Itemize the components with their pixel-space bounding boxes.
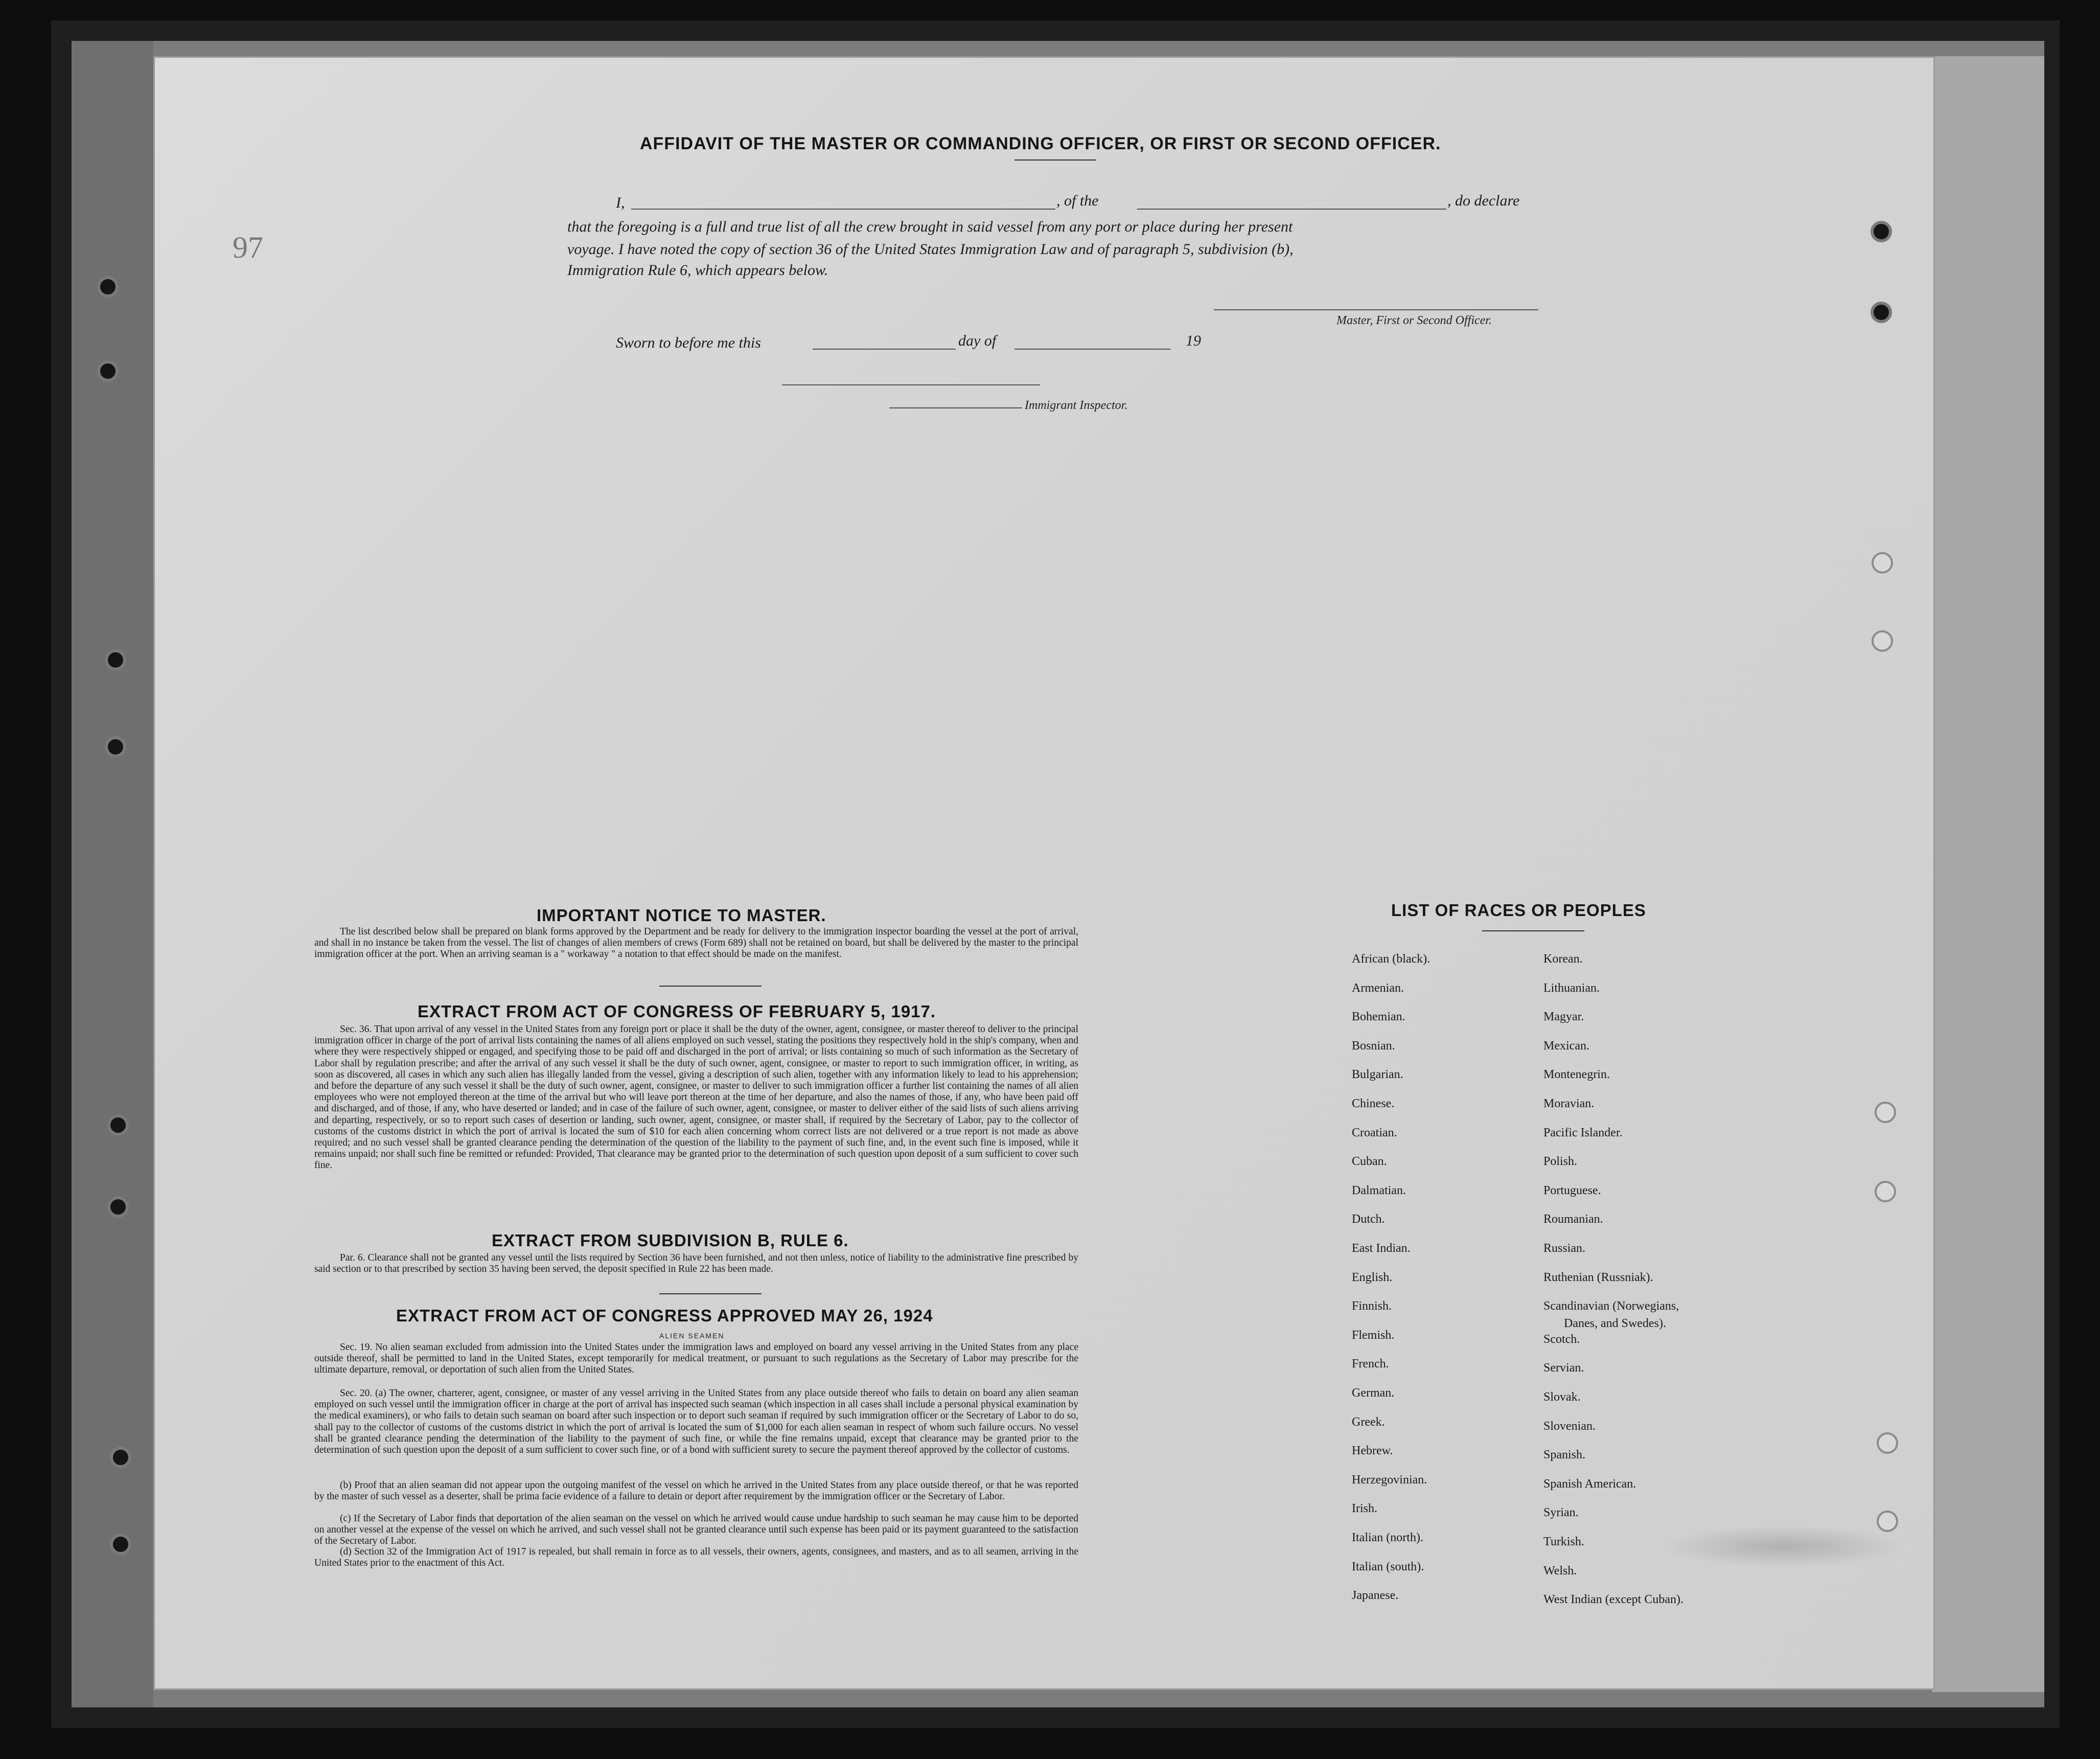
extract-rule6-body: Par. 6. Clearance shall not be granted any vessel until the lists required by Section 36 have been furnished, and not then unless, notice of liability to the administrative fine prescribed by said section or to that prescribed by section 35 having been served, the deposit specified in Rule 22 has been made. (314, 1252, 1078, 1275)
sworn-month-blank[interactable] (1014, 349, 1170, 350)
extract-1924-title: EXTRACT FROM ACT OF CONGRESS APPROVED MAY 26, 1924 (396, 1306, 933, 1325)
binder-hole (1872, 552, 1893, 574)
race-item: Montenegrin. (1543, 1068, 1610, 1082)
declarant-name-blank[interactable] (631, 209, 1055, 210)
extract-1917-rule (659, 986, 761, 987)
race-item: Bohemian. (1352, 1010, 1405, 1024)
sworn-prefix: Sworn to before me this (616, 334, 761, 351)
affidavit-title-rule (1014, 159, 1096, 161)
race-item: Finnish. (1352, 1299, 1392, 1313)
binder-hole (107, 1114, 129, 1136)
binder-hole (1872, 630, 1893, 652)
race-item: Hebrew. (1352, 1444, 1393, 1458)
race-item: Dalmatian. (1352, 1183, 1406, 1197)
race-item: Slovak. (1543, 1390, 1581, 1404)
race-item: Scotch. (1543, 1332, 1580, 1346)
extract-1924-subtitle: ALIEN SEAMEN (659, 1332, 725, 1340)
race-item: Bosnian. (1352, 1039, 1395, 1053)
race-item: Irish. (1352, 1502, 1377, 1516)
binder-hole (1871, 302, 1892, 323)
binder-hole (110, 1534, 131, 1555)
race-item: African (black). (1352, 952, 1430, 966)
officer-signature-line[interactable] (1214, 309, 1538, 310)
race-item: Greek. (1352, 1415, 1385, 1429)
extract-1924-sec19: Sec. 19. No alien seaman excluded from admission into the United States under the immigration laws and employed on board any vessel arriving in the United States from any place outside thereof, shall be permitted to land in the United States, except temporarily for medical treatment, or pursuant to such regulations as the Secretary of Labor may prescribe for the ultimate departure, removal, or deportation of such alien from the United States. (314, 1342, 1078, 1376)
race-item: Moravian. (1543, 1097, 1595, 1110)
handwriting-mark (1661, 1526, 1906, 1567)
binder-hole (105, 649, 126, 671)
races-title: LIST OF RACES OR PEOPLES (1391, 901, 1646, 920)
race-item: East Indian. (1352, 1242, 1411, 1255)
race-item: Cuban. (1352, 1155, 1387, 1169)
race-item: Welsh. (1543, 1564, 1577, 1578)
race-item: Scandinavian (Norwegians, (1543, 1299, 1679, 1313)
race-item: Syrian. (1543, 1506, 1579, 1520)
extract-1924-sec20b: (b) Proof that an alien seaman did not appear upon the outgoing manifest of the vessel on which he arrived in the United States from any place outside thereof, or that he was reported by the master of such vessel as a deserter, shall be prima facie evidence of a failure to detain or deport after requirement by the immigration officer or the Secretary of Labor. (314, 1480, 1078, 1502)
underlying-sheet-inner (1932, 56, 2044, 1692)
affidavit-line-1-prefix: I, (616, 194, 625, 211)
extract-rule6-title: EXTRACT FROM SUBDIVISION B, RULE 6. (492, 1231, 849, 1250)
affidavit-line-4: Immigration Rule 6, which appears below. (567, 262, 828, 279)
race-item: Chinese. (1352, 1097, 1395, 1110)
race-item: Polish. (1543, 1155, 1578, 1169)
binder-hole (1871, 221, 1892, 242)
race-item: Herzegovinian. (1352, 1473, 1427, 1487)
affidavit-title: AFFIDAVIT OF THE MASTER OR COMMANDING OFFICER, OR FIRST OR SECOND OFFICER. (640, 134, 1441, 153)
binder-hole (110, 1447, 131, 1468)
sworn-day-of: day of (958, 332, 997, 349)
race-item: Magyar. (1543, 1010, 1584, 1024)
extract-1924-sec20c: (c) If the Secretary of Labor finds that deportation of the alien seaman on the vessel on which he arrived would cause undue hardship to such seaman he may cause him to be deported on another vessel at the expense of the vessel on which he arrived, and such vessel shall not be granted clearance until such expense has been paid or its payment guaranteed to the satisfaction of the Secretary of Labor. (314, 1513, 1078, 1547)
race-item: German. (1352, 1386, 1395, 1400)
race-item: Korean. (1543, 952, 1583, 966)
margin-page-number: 97 (233, 231, 263, 264)
inspector-signature-caption: Immigrant Inspector. (1025, 399, 1128, 412)
binder-hole (1875, 1102, 1896, 1123)
race-item: English. (1352, 1270, 1393, 1284)
race-item: Croatian. (1352, 1126, 1397, 1139)
affidavit-line-3: voyage. I have noted the copy of section 36 of the United States Immigration Law and of paragraph 5, subdivision (b), (567, 241, 1294, 258)
race-item: Spanish American. (1543, 1477, 1636, 1491)
race-item-continuation: Danes, and Swedes). (1564, 1317, 1666, 1330)
race-item: Turkish. (1543, 1535, 1584, 1548)
sworn-day-blank[interactable] (813, 349, 956, 350)
race-item: Flemish. (1352, 1328, 1395, 1342)
extract-1924-sec20a: Sec. 20. (a) The owner, charterer, agent, consignee, or master of any vessel arriving in the United States from any place outside thereof who fails to detain on board any alien seaman employed on such vessel until the immigration officer in charge at the port of arrival has inspected such seaman (which inspection in all cases shall include a personal physical examination by the medical examiners), or who fails to detain such seaman on board after such inspection or to deport such seaman if required by such immigration officer or the Secretary of Labor to do so, shall pay to the collector of customs of the customs district in which the port of arrival is located the sum of $1,000 for each alien seaman in respect of whom such failure occurs. No vessel shall be granted clearance pending the determination of the liability to the payment of such fine, or while the fine remains unpaid, except that clearance may be granted prior to the determination of such question upon the deposit of a sum sufficient to cover such fine, or of a bond with sufficient surety to secure the payment thereof approved by the collector of customs. (314, 1388, 1078, 1456)
races-title-rule (1482, 930, 1584, 931)
extract-1917-title: EXTRACT FROM ACT OF CONGRESS OF FEBRUARY 5, 1917. (418, 1002, 936, 1021)
race-item: Portuguese. (1543, 1183, 1601, 1197)
binder-hole (107, 1196, 129, 1218)
binder-hole (97, 276, 119, 298)
extract-1917-body: Sec. 36. That upon arrival of any vessel in the United States from any foreign port or place it shall be the duty of the owner, agent, consignee, or master thereof to deliver to the principal immigration officer in charge of the port of arrival lists containing the names of all aliens employed on such vessel, stating the positions they respectively hold in the ship's company, when and where they were respectively shipped or engaged, and specifying those to be paid off and discharged in the port of arrival; or lists containing so much of such information as the Secretary of Labor shall by regulation prescribe; and after the arrival of any such vessel it shall be the duty of such owner, agent, consignee, or master to report to such immigration officer, in writing, as soon as discovered, all cases in which any such alien has illegally landed from the vessel, giving a description of such alien, together with any information likely to lead to his apprehension; and before the departure of any such vessel it shall be the duty of such owner, agent, consignee, or master to deliver to such immigration officer a further list containing the names of all alien employees who were not employed thereon at the time of the arrival but who will leave port thereon at the time of her departure, and also the names of those, if any, who have been paid off and discharged, and of those, if any, who have deserted or landed; and in case of the failure of such owner, agent, consignee, or master to deliver either of the said lists of such aliens arriving and departing, respectively, or so to report such cases of desertion or landing, such owner, agent, consignee, or master shall, if required by the Secretary of Labor, pay to the collector of customs of the customs district in which the port of arrival is located the sum of $10 for each alien concerning whom correct lists are not delivered or a true report is not made as above required; and no such vessel shall be granted clearance pending the determination of the question of the liability to the payment of such fine, and, in the event such fine is imposed, while it remains unpaid; nor shall such fine be remitted or refunded: Provided, That clearance may be granted prior to the determination of such question upon deposit of a sum sufficient to cover such fine. (314, 1024, 1078, 1171)
race-item: Bulgarian. (1352, 1068, 1403, 1082)
race-item: Italian (south). (1352, 1560, 1424, 1573)
race-item: French. (1352, 1357, 1389, 1371)
race-item: Roumanian. (1543, 1213, 1603, 1226)
notice-body: The list described below shall be prepared on blank forms approved by the Department and be ready for delivery to the immigration inspector boarding the vessel at the port of arrival, and shall in no instance be taken from the vessel. The list of changes of alien members of crews (Form 689) shall not be retained on board, but shall be delivered by the master to the principal immigration officer at the port. When an arriving seaman is a " workaway " a notation to that effect should be made on the manifest. (314, 926, 1078, 960)
race-item: West Indian (except Cuban). (1543, 1593, 1683, 1607)
affidavit-line-1-suffix: , do declare (1447, 192, 1520, 209)
affidavit-line-2: that the foregoing is a full and true list of all the crew brought in said vessel from any port or place during her present (567, 218, 1293, 235)
extract-1924-rule (659, 1293, 761, 1294)
race-item: Ruthenian (Russniak). (1543, 1270, 1653, 1284)
binder-hole (105, 736, 126, 758)
vessel-name-blank[interactable] (1137, 209, 1446, 210)
officer-signature-caption: Master, First or Second Officer. (1336, 314, 1492, 327)
race-item: Spanish. (1543, 1448, 1586, 1462)
extract-1924-sec20d: (d) Section 32 of the Immigration Act of 1917 is repealed, but shall remain in force as to all vessels, their owners, agents, consignees, and masters, and as to all seamen, arriving in the United States prior to the enactment of this Act. (314, 1546, 1078, 1569)
race-item: Japanese. (1352, 1589, 1399, 1603)
binder-hole (97, 360, 119, 382)
race-item: Dutch. (1352, 1213, 1385, 1226)
race-item: Mexican. (1543, 1039, 1589, 1053)
race-item: Pacific Islander. (1543, 1126, 1623, 1139)
inspector-signature-line-lower[interactable] (889, 407, 1022, 408)
notice-title: IMPORTANT NOTICE TO MASTER. (537, 906, 826, 925)
binder-hole (1875, 1181, 1896, 1202)
sworn-year-prefix: 19 (1186, 332, 1201, 349)
race-item: Armenian. (1352, 981, 1404, 995)
affidavit-line-1-of-the: , of the (1056, 192, 1099, 209)
race-item: Russian. (1543, 1242, 1586, 1255)
inspector-signature-line-upper[interactable] (782, 384, 1040, 385)
binder-hole (1877, 1432, 1898, 1454)
race-item: Lithuanian. (1543, 981, 1600, 995)
race-item: Slovenian. (1543, 1419, 1596, 1433)
race-item: Servian. (1543, 1361, 1584, 1375)
race-item: Italian (north). (1352, 1531, 1423, 1544)
